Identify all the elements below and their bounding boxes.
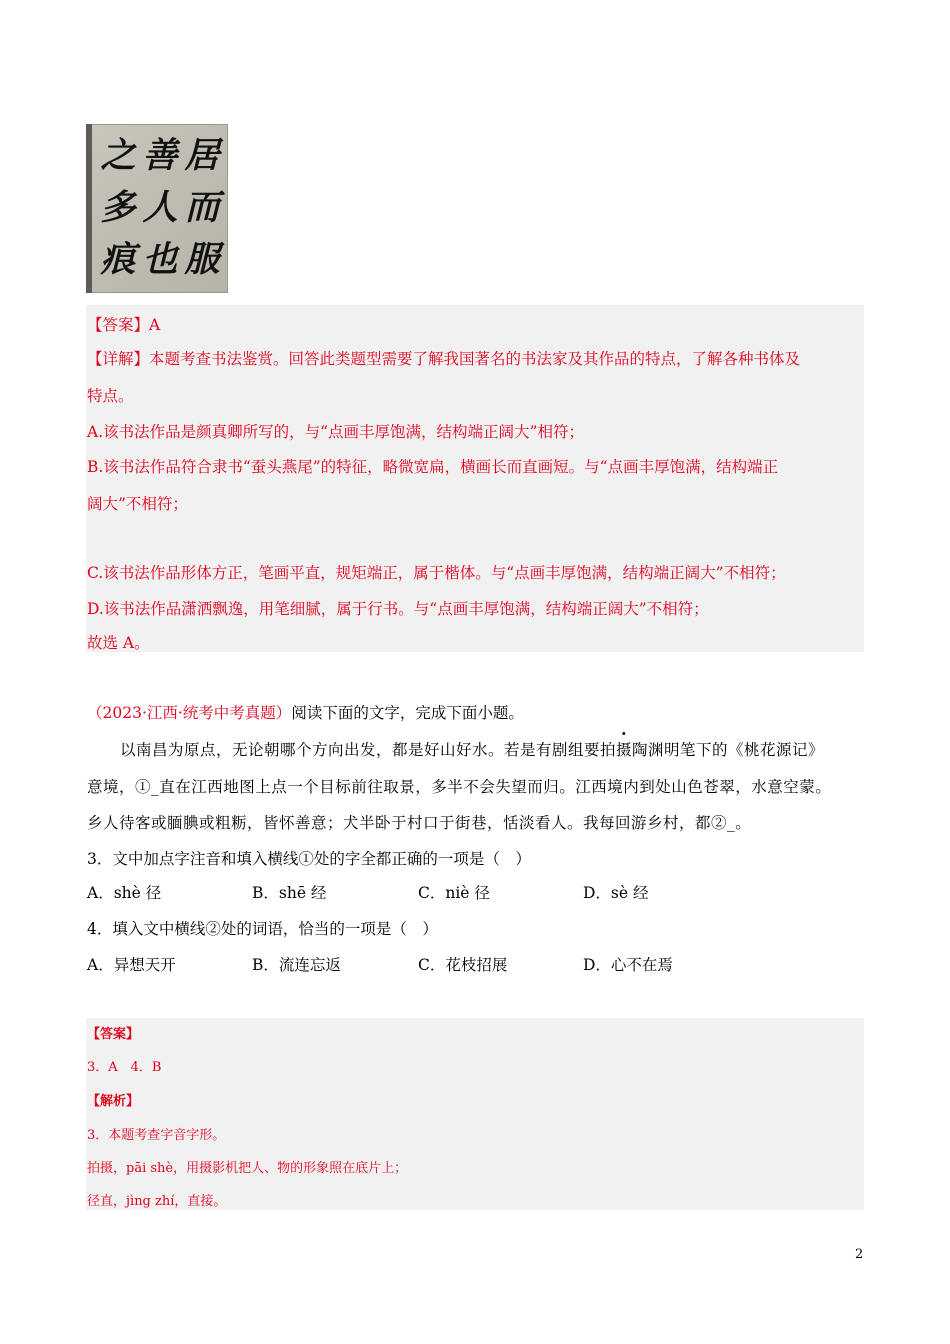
calligraphy-char: 也 — [142, 239, 178, 280]
q4-option-b: B．流连忘返 — [252, 956, 341, 974]
calligraphy-column-2 — [140, 130, 180, 286]
option-b-explanation-1: B.该书法作品符合隶书“蚕头燕尾”的特征，略微宽扁，横画长而直画短。与“点画丰厚饱满，结构端正 — [87, 458, 779, 476]
passage-text: 陶渊明笔下的《桃花源记》 — [632, 741, 825, 759]
question-instruction: 阅读下面的文字，完成下面小题。 — [291, 704, 524, 722]
calligraphy-column-1 — [182, 130, 222, 286]
q4-option-d: D．心不在焉 — [583, 956, 673, 974]
passage-line-2: 意境，①_直在江西地图上点一个目标前往取景，多半不会失望而归。江西境内到处山色苍翠，水意空蒙。 — [87, 778, 832, 796]
calligraphy-char: 服 — [184, 239, 220, 280]
calligraphy-char: 居 — [184, 135, 220, 176]
q3-option-c: C．niè 径 — [418, 884, 490, 902]
option-c-explanation: C.该书法作品形体方正，笔画平直，规矩端正，属于楷体。与“点画丰厚饱满，结构端正阔大”不相符； — [87, 564, 786, 582]
analysis-line-3: 径直，jìng zhí，直接。 — [87, 1194, 227, 1209]
passage-line-1 — [120, 738, 824, 760]
page-number: 2 — [855, 1247, 864, 1262]
image-edge — [86, 124, 92, 293]
question-source: （2023·江西·统考中考真题） — [87, 704, 292, 722]
detail-line-2: 特点。 — [87, 387, 134, 405]
answers: 3．A 4．B — [87, 1060, 162, 1075]
calligraphy-char: 人 — [142, 187, 178, 228]
question-4-stem: 4．填入文中横线②处的词语，恰当的一项是（ ） — [87, 920, 438, 938]
calligraphy-column-3 — [98, 130, 138, 286]
q3-option-a: A．shè 径 — [87, 884, 162, 902]
q3-option-b: B．shē 经 — [252, 884, 327, 902]
calligraphy-char: 多 — [100, 187, 136, 228]
dotted-char: 摄 — [616, 741, 633, 759]
question-3-stem: 3．文中加点字注音和填入横线①处的字全都正确的一项是（ ） — [87, 850, 531, 868]
answer-box-2 — [86, 1018, 864, 1210]
option-b-explanation-2: 阔大”不相符； — [87, 495, 188, 513]
detail-line-1: 【详解】本题考查书法鉴赏。回答此类题型需要了解我国著名的书法家及其作品的特点，了解各种书体及 — [87, 350, 801, 368]
calligraphy-char: 善 — [142, 135, 178, 176]
answer-label: 【答案】A — [87, 316, 161, 334]
passage-line-3: 乡人待客或腼腆或粗粝，皆怀善意；犬半卧于村口于街巷，恬淡看人。我每回游乡村，都②_。 — [87, 814, 752, 832]
analysis-line-1: 3．本题考查字音字形。 — [87, 1128, 226, 1143]
calligraphy-image — [86, 124, 228, 293]
analysis-line-2: 拍摄，pāi shè，用摄影机把人、物的形象照在底片上； — [87, 1161, 408, 1176]
q3-option-d: D．sè 经 — [583, 884, 649, 902]
question-heading — [87, 701, 524, 723]
calligraphy-char: 而 — [184, 187, 220, 228]
calligraphy-char: 痕 — [100, 239, 136, 280]
analysis-label: 【解析】 — [87, 1094, 140, 1109]
q4-option-c: C．花枝招展 — [418, 956, 508, 974]
answer-label-2: 【答案】 — [87, 1027, 140, 1042]
q4-option-a: A．异想天开 — [87, 956, 176, 974]
option-a-explanation: A.该书法作品是颜真卿所写的，与“点画丰厚饱满，结构端正阔大”相符； — [87, 423, 584, 441]
option-d-explanation: D.该书法作品潇洒飘逸，用笔细腻，属于行书。与“点画丰厚饱满，结构端正阔大”不相符； — [87, 600, 709, 618]
calligraphy-char: 之 — [100, 135, 136, 176]
passage-text: 以南昌为原点，无论朝哪个方向出发，都是好山好水。若是有剧组要拍 — [120, 741, 617, 759]
conclusion: 故选 A。 — [87, 634, 150, 652]
